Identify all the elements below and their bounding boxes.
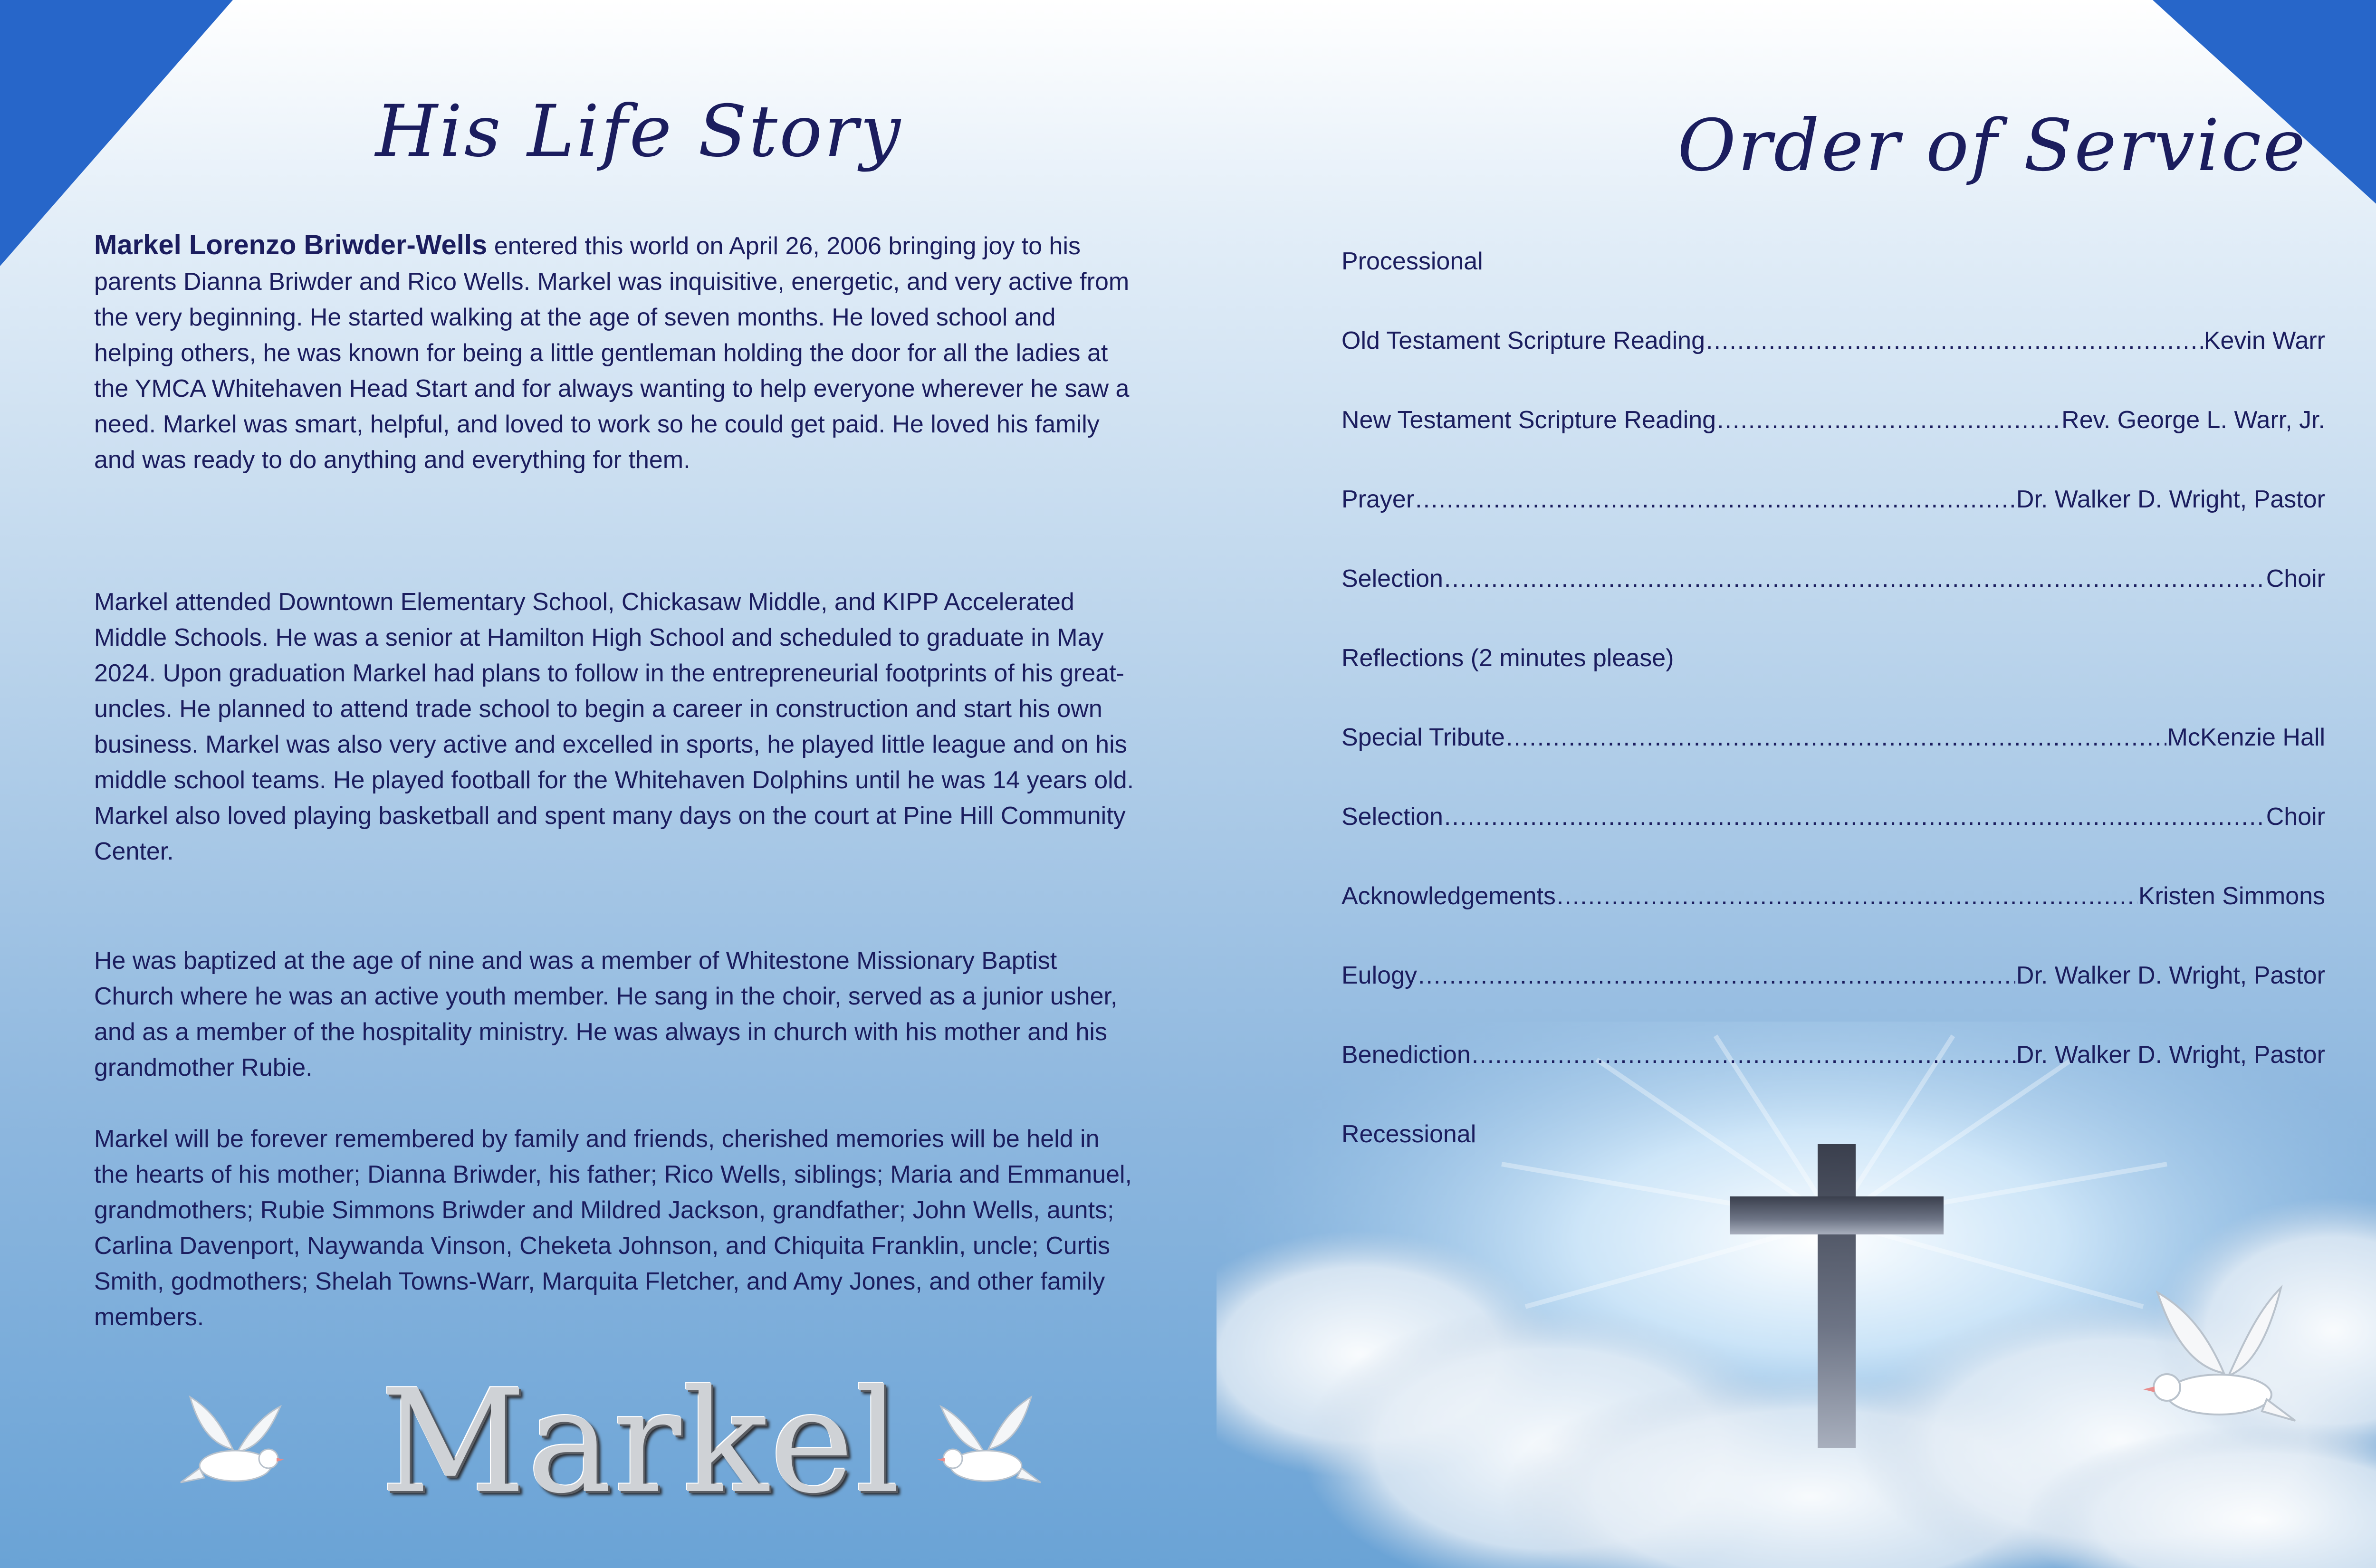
service-item-label: Processional [1341, 248, 1483, 275]
service-item-acknowledgements [1341, 880, 2325, 913]
service-item-label: Eulogy [1341, 962, 1417, 989]
dove-icon [922, 1387, 1050, 1501]
service-item-participant: Dr. Walker D. Wright, Pastor [2016, 962, 2325, 989]
service-item-special-tribute [1341, 721, 2325, 754]
leader-dots [1415, 483, 2015, 516]
service-item-selection [1341, 562, 2325, 595]
service-item-processional [1341, 245, 2325, 278]
story-paragraph [94, 227, 1140, 478]
leader-dots [1472, 1038, 2015, 1071]
decedent-full-name: Markel Lorenzo Briwder-Wells [94, 229, 488, 260]
leader-dots [1444, 562, 2265, 595]
story-paragraph: Markel attended Downtown Elementary School, Chickasaw Middle, and KIPP Accelerated Middle Schools. He was a senior at Hamilton High School and scheduled to graduate in May 2024. Upon graduation Markel had plans to follow in the entrepreneurial footprints of his great-uncles. He planned to attend trade school to begin a career in construction and start his own business. Markel was also very active and excelled in sports, he played little league and on his middle school teams. He played football for the Whitehaven Dolphins until he was 14 years old. Markel also loved playing basketball and spent many days on the court at Pine Hill Community Center. [94, 588, 1134, 865]
life-story-title: His Life Story [375, 90, 902, 173]
service-item-label: Old Testament Scripture Reading [1341, 327, 1705, 354]
service-item-label: Special Tribute [1341, 724, 1505, 751]
service-item-label: Recessional [1341, 1120, 1476, 1148]
service-item-reflections [1341, 641, 2325, 675]
dove-icon [2124, 1283, 2305, 1444]
service-item-participant: Dr. Walker D. Wright, Pastor [2016, 486, 2325, 513]
service-item-eulogy [1341, 959, 2325, 992]
leader-dots [1717, 403, 2060, 437]
cross-icon [1730, 1144, 1944, 1448]
service-item-participant: Kristen Simmons [2138, 882, 2325, 910]
service-item-label: Reflections (2 minutes please) [1341, 644, 1674, 672]
service-item-recessional [1341, 1118, 2325, 1151]
leader-dots [1706, 324, 2203, 357]
service-item-label: Prayer [1341, 486, 1415, 513]
service-item-participant: Kevin Warr [2204, 327, 2325, 354]
leader-dots [1418, 959, 2015, 992]
dove-icon [171, 1387, 299, 1501]
service-item-participant: Choir [2266, 565, 2325, 593]
service-item-label: Selection [1341, 803, 1443, 831]
leader-dots [1506, 721, 2166, 754]
service-item-label: New Testament Scripture Reading [1341, 406, 1716, 434]
name-graphic: Markel [380, 1359, 901, 1525]
leader-dots [1557, 880, 2137, 913]
story-paragraph: He was baptized at the age of nine and was a member of Whitestone Missionary Baptist Church where he was an active youth member. He sang in the choir, served as a junior usher, and as a member of the hospitality ministry. He was always in church with his mother and his grandmother Rubie. [94, 947, 1118, 1081]
service-item-selection [1341, 800, 2325, 833]
leader-dots [1444, 800, 2265, 833]
service-item-old-testament [1341, 324, 2325, 357]
service-item-participant: Rev. George L. Warr, Jr. [2061, 406, 2325, 434]
service-item-participant: Dr. Walker D. Wright, Pastor [2016, 1041, 2325, 1069]
service-item-participant: Choir [2266, 803, 2325, 831]
service-item-label: Acknowledgements [1341, 882, 1556, 910]
story-paragraph: Markel will be forever remembered by family and friends, cherished memories will be held in the hearts of his mother; Dianna Briwder, his father; Rico Wells, siblings; Maria and Emmanuel, grandmothers; Rubie Simmons Briwder and Mildred Jackson, grandfather; John Wells, aunts; Carlina Davenport, Naywanda Vinson, Cheketa Johnson, and Chiquita Franklin, uncle; Curtis Smith, godmothers; Shelah Towns-Warr, Marquita Fletcher, and Amy Jones, and other family members. [94, 1125, 1132, 1331]
service-item-participant: McKenzie Hall [2167, 724, 2325, 751]
service-item-benediction [1341, 1038, 2325, 1071]
service-item-new-testament [1341, 403, 2325, 437]
story-paragraph-text: entered this world on April 26, 2006 bringing joy to his parents Dianna Briwder and Rico Wells. Markel was inquisitive, energetic, and very active from the very beginning. He started walking at the age of seven months. He loved school and helping others, he was known for being a little gentleman holding the door for all the ladies at the YMCA Whitehaven Head Start and for always wanting to help everyone wherever he saw a need. Markel was smart, helpful, and loved to work so he could get paid. He loved his family and was ready to do anything and everything for them. [94, 232, 1130, 474]
service-item-label: Selection [1341, 565, 1443, 593]
top-left-corner-decoration [0, 0, 233, 266]
service-item-prayer [1341, 483, 2325, 516]
order-of-service-title: Order of Service [1677, 105, 2308, 187]
service-item-label: Benediction [1341, 1041, 1471, 1069]
